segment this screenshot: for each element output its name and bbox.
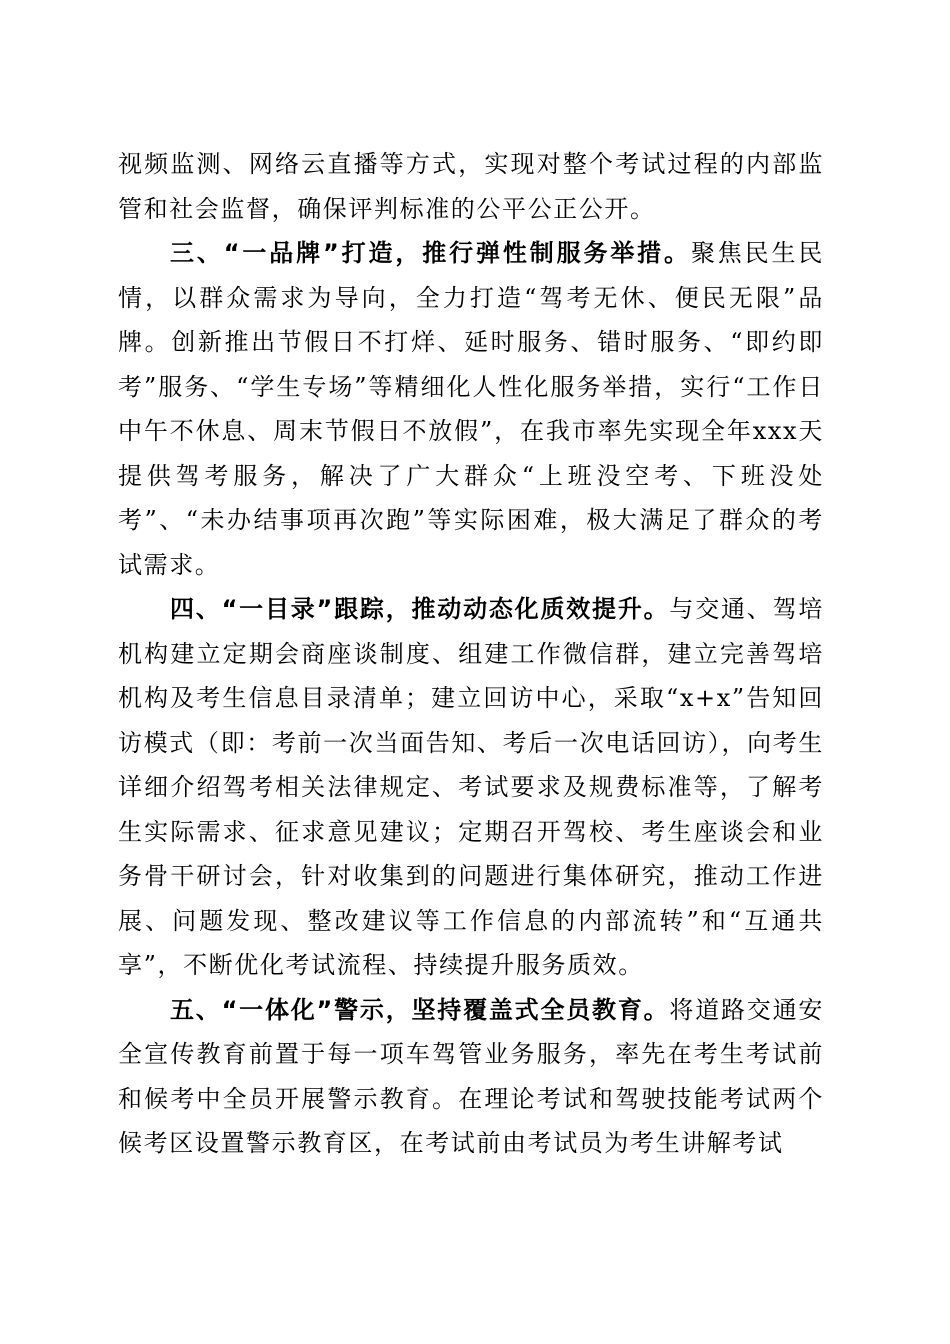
section-heading: 五、“一体化”警示，坚持覆盖式全员教育。 xyxy=(170,995,670,1024)
paragraph-text: 将道路交通安全宣传教育前置于每一项车驾管业务服务，率先在考生考试前和候考中全员开展警示教育。在理论考试和驾驶技能考试两个候考区设置警示教育区，在考试前由考试员为考生讲解考试 xyxy=(118,995,824,1157)
document-body xyxy=(118,142,824,1166)
paragraph-section-three xyxy=(118,231,824,587)
paragraph-section-five xyxy=(118,988,824,1166)
paragraph-continuation xyxy=(118,142,824,231)
paragraph-section-four xyxy=(118,587,824,988)
section-heading: 四、“一目录”跟踪，推动动态化质效提升。 xyxy=(170,595,670,623)
section-heading: 三、“一品牌”打造，推行弹性制服务举措。 xyxy=(170,239,691,267)
paragraph-text: 与交通、驾培机构建立定期会商座谈制度、组建工作微信群，建立完善驾培机构及考生信息目录清单；建立回访中心，采取“x+x”告知回访模式（即：考前一次当面告知、考后一次电话回访），向考生详细介绍驾考相关法律规定、考试要求及规费标准等，了解考生实际需求、征求意见建议；定期召开驾校、考生座谈会和业务骨干研讨会，针对收集到的问题进行集体研究，推动工作进展、问题发现、整改建议等工作信息的内部流转”和“互通共享”，不断优化考试流程、持续提升服务质效。 xyxy=(118,595,824,979)
paragraph-text: 视频监测、网络云直播等方式，实现对整个考试过程的内部监管和社会监督，确保评判标准的公平公正公开。 xyxy=(118,150,824,223)
paragraph-text: 聚焦民生民情，以群众需求为导向，全力打造“驾考无休、便民无限”品牌。创新推出节假日不打烊、延时服务、错时服务、“即约即考”服务、“学生专场”等精细化人性化服务举措，实行“工作日中午不休息、周末节假日不放假”，在我市率先实现全年xxx天提供驾考服务，解决了广大群众“上班没空考、下班没处考”、“未办结事项再次跑”等实际困难，极大满足了群众的考试需求。 xyxy=(118,239,825,579)
